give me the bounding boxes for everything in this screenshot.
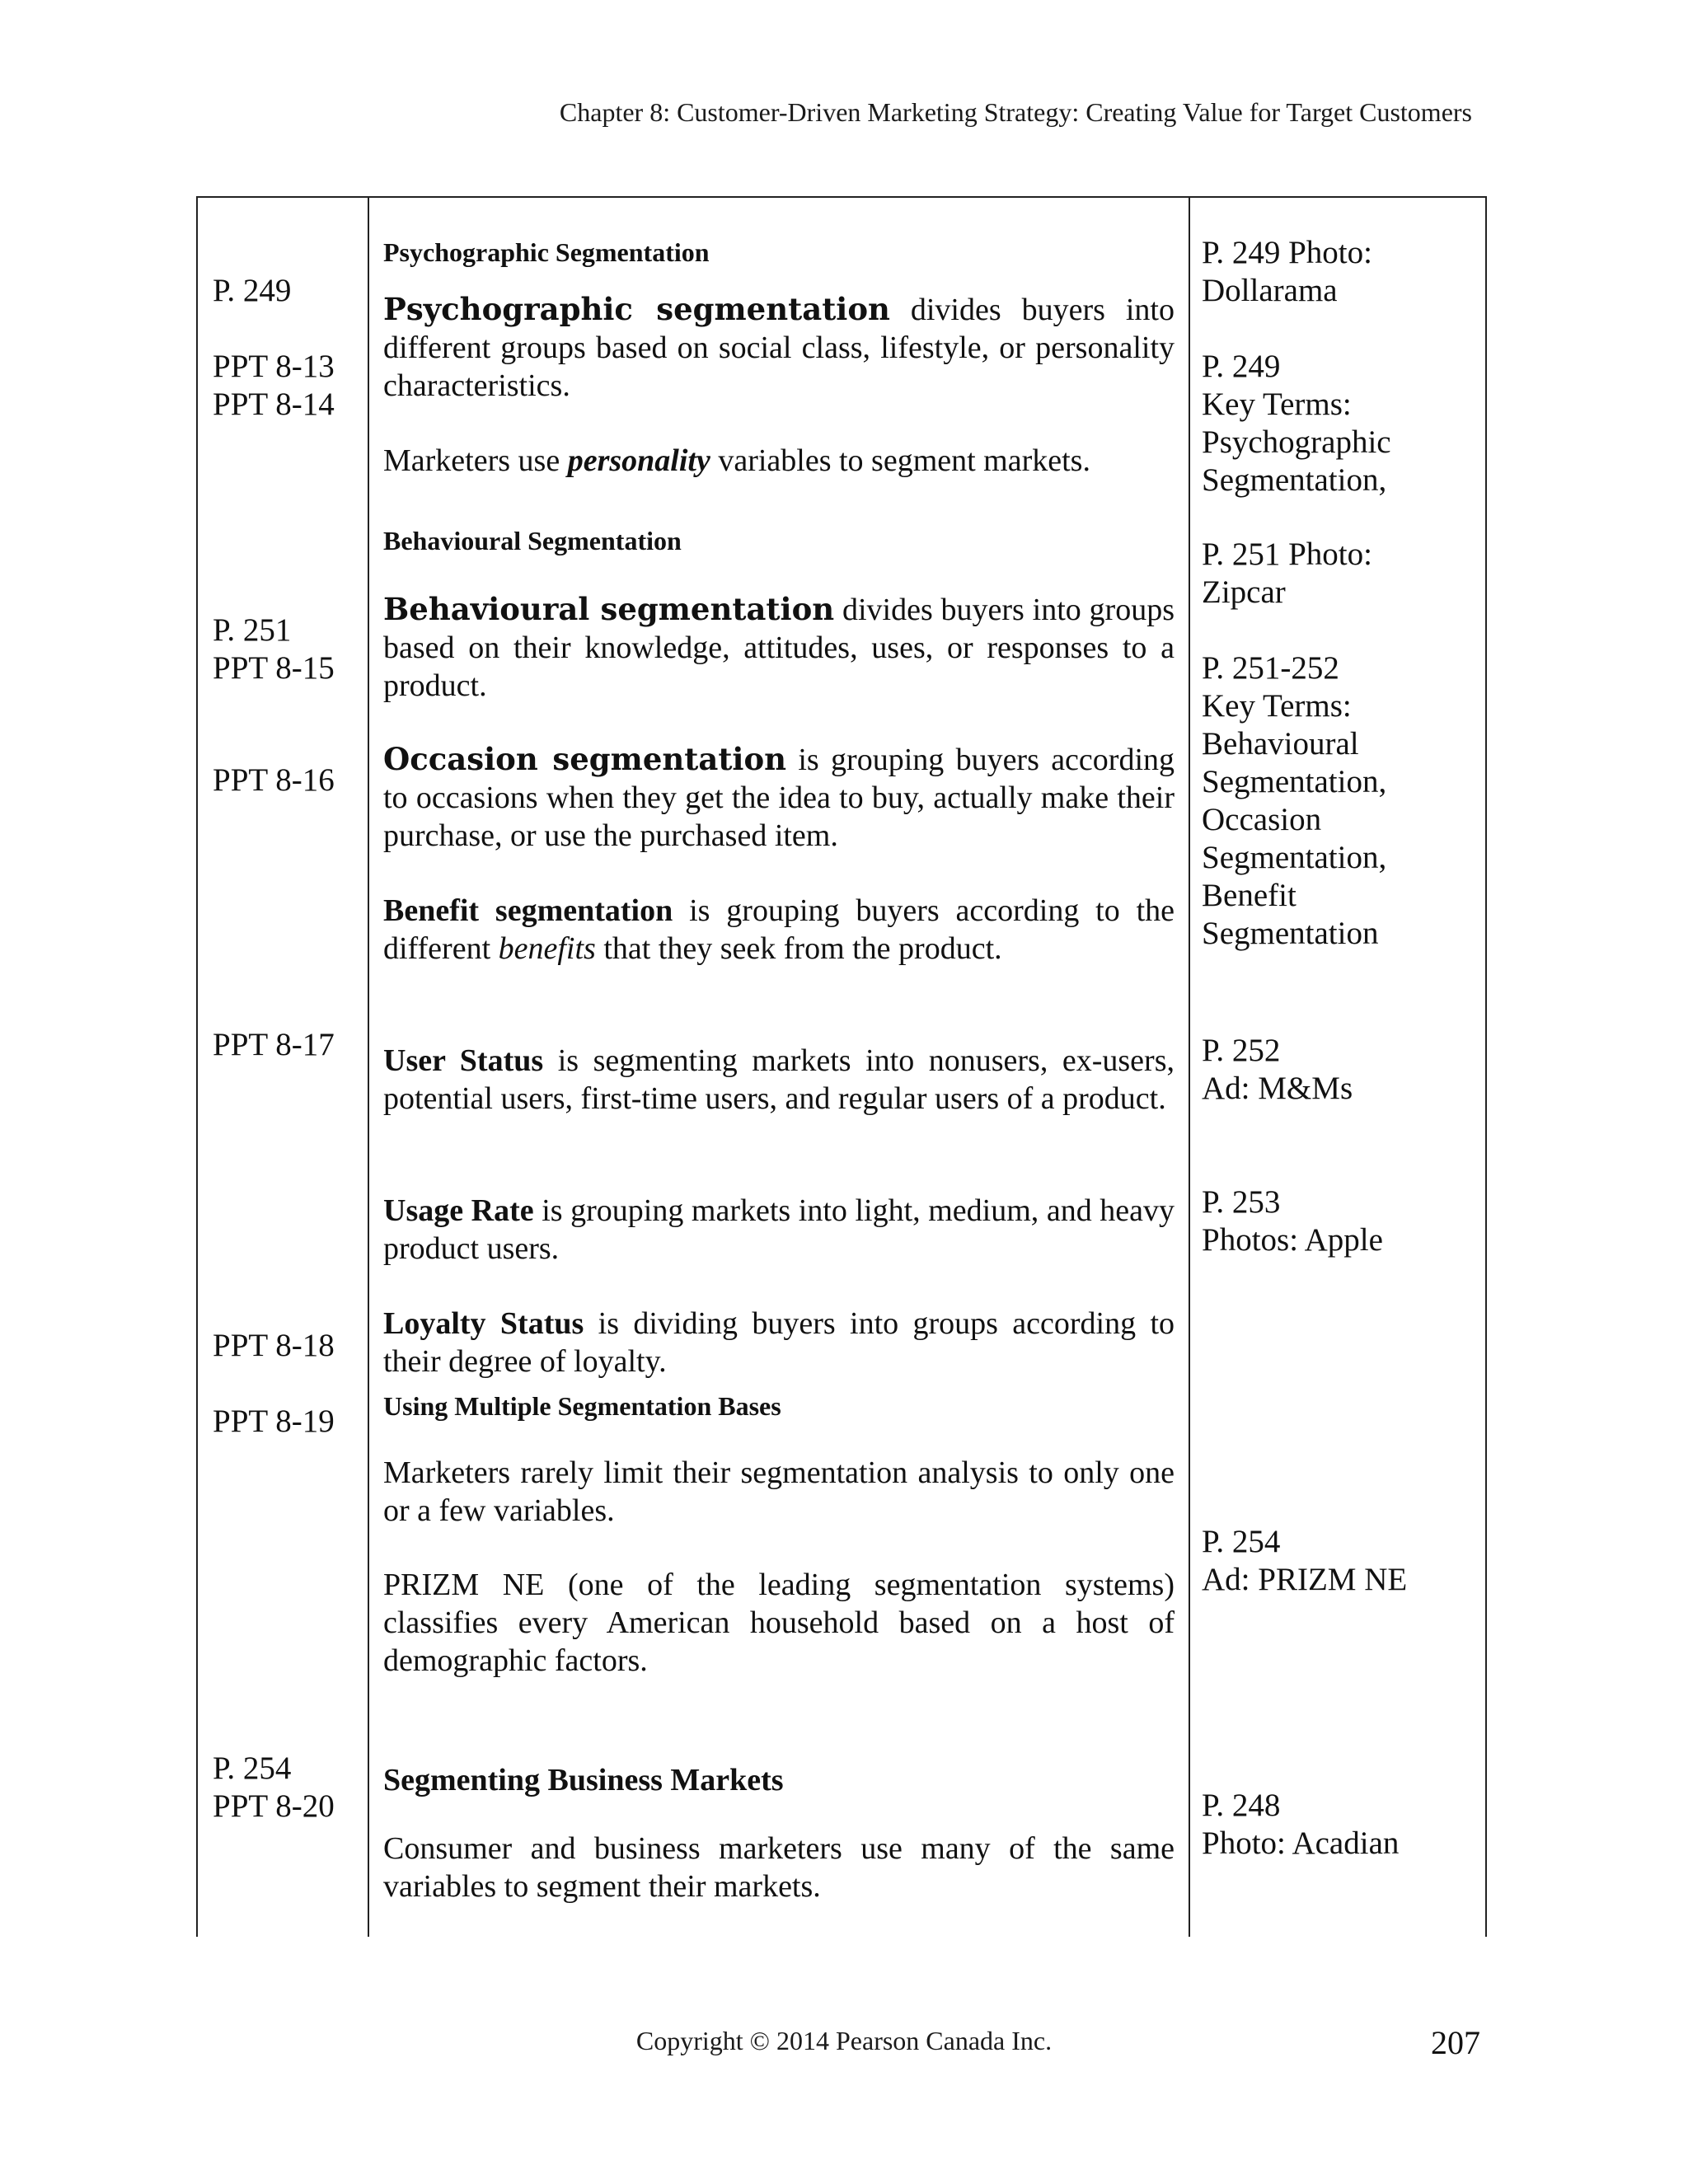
right-ref: P. 249 [1202,349,1281,384]
right-ref: Key Terms: [1202,688,1352,724]
column-divider [368,198,369,1937]
key-term: User Status [383,1043,544,1078]
right-ref: P. 249 Photo: [1202,235,1372,270]
right-ref: Segmentation [1202,916,1379,951]
paragraph: Marketers use personality variables to segment markets. [383,443,1090,478]
left-ref: PPT 8-20 [213,1788,335,1824]
section-heading: Behavioural Segmentation [383,526,682,555]
left-ref: PPT 8-13 [213,349,335,384]
right-ref: Dollarama [1202,273,1338,308]
left-ref: P. 251 [213,612,292,648]
key-term: Psychographic segmentation [383,291,890,327]
right-ref: P. 248 [1202,1788,1281,1823]
right-ref: Ad: M&Ms [1202,1071,1353,1106]
right-ref: P. 251 Photo: [1202,537,1372,572]
paragraph: Usage Rate is grouping markets into light, medium, and heavy product users. [383,1193,1175,1266]
right-ref: Segmentation, [1202,764,1387,799]
left-ref: P. 254 [213,1750,292,1786]
left-ref: PPT 8-15 [213,650,335,686]
paragraph: Consumer and business marketers use many of the same variables to segment their markets. [383,1831,1175,1904]
column-divider [1189,198,1190,1937]
section-heading: Segmenting Business Markets [383,1763,784,1797]
key-term: Behavioural segmentation [383,591,835,627]
left-ref: PPT 8-14 [213,387,335,422]
left-ref: P. 249 [213,273,292,308]
right-ref: Ad: PRIZM NE [1202,1562,1408,1597]
right-ref: Zipcar [1202,574,1286,610]
section-heading: Using Multiple Segmentation Bases [383,1391,781,1421]
paragraph: Benefit segmentation is grouping buyers according to the different benefits that they seek from the product. [383,893,1175,966]
paragraph: Psychographic segmentation divides buyers into different groups based on social class, lifestyle, or personality characteristics. [383,291,1175,403]
right-ref: Segmentation, [1202,840,1387,875]
left-ref: PPT 8-16 [213,762,335,798]
key-term: Loyalty Status [383,1306,584,1341]
right-ref: Photo: Acadian [1202,1825,1400,1861]
right-ref: P. 254 [1202,1524,1281,1559]
left-ref: PPT 8-17 [213,1027,335,1062]
right-ref: Benefit [1202,878,1296,913]
right-ref: Occasion [1202,802,1322,837]
right-ref: P. 253 [1202,1184,1281,1220]
section-heading: Psychographic Segmentation [383,237,710,267]
key-term: Occasion segmentation [383,741,787,777]
right-ref: Behavioural [1202,726,1359,762]
key-term: Benefit segmentation [383,893,673,928]
paragraph: User Status is segmenting markets into nonusers, ex-users, potential users, first-time users, and regular users of a product. [383,1043,1175,1116]
left-ref: PPT 8-18 [213,1328,335,1363]
right-ref: Segmentation, [1202,462,1387,498]
chapter-header: Chapter 8: Customer-Driven Marketing Strategy: Creating Value for Target Customers [559,97,1472,127]
paragraph: Loyalty Status is dividing buyers into groups according to their degree of loyalty. [383,1306,1175,1379]
copyright-footer: Copyright © 2014 Pearson Canada Inc. [635,2026,1053,2055]
paragraph: Behavioural segmentation divides buyers into groups based on their knowledge, attitudes, uses, or responses to a product. [383,591,1175,703]
lecture-notes-table [196,196,1487,1937]
right-ref: P. 251-252 [1202,650,1339,686]
right-ref: Psychographic [1202,424,1391,460]
paragraph: Marketers rarely limit their segmentation analysis to only one or a few variables. [383,1455,1175,1528]
right-ref: Key Terms: [1202,387,1352,422]
page-number: 207 [1431,2024,1480,2061]
left-ref: PPT 8-19 [213,1404,335,1439]
key-term: Usage Rate [383,1193,534,1228]
paragraph: PRIZM NE (one of the leading segmentation systems) classifies every American household based on a host of demographic factors. [383,1568,1175,1678]
paragraph: Occasion segmentation is grouping buyers according to occasions when they get the idea to buy, actually make their purchase, or use the purchased item. [383,741,1175,853]
right-ref: Photos: Apple [1202,1222,1383,1258]
right-ref: P. 252 [1202,1033,1281,1068]
